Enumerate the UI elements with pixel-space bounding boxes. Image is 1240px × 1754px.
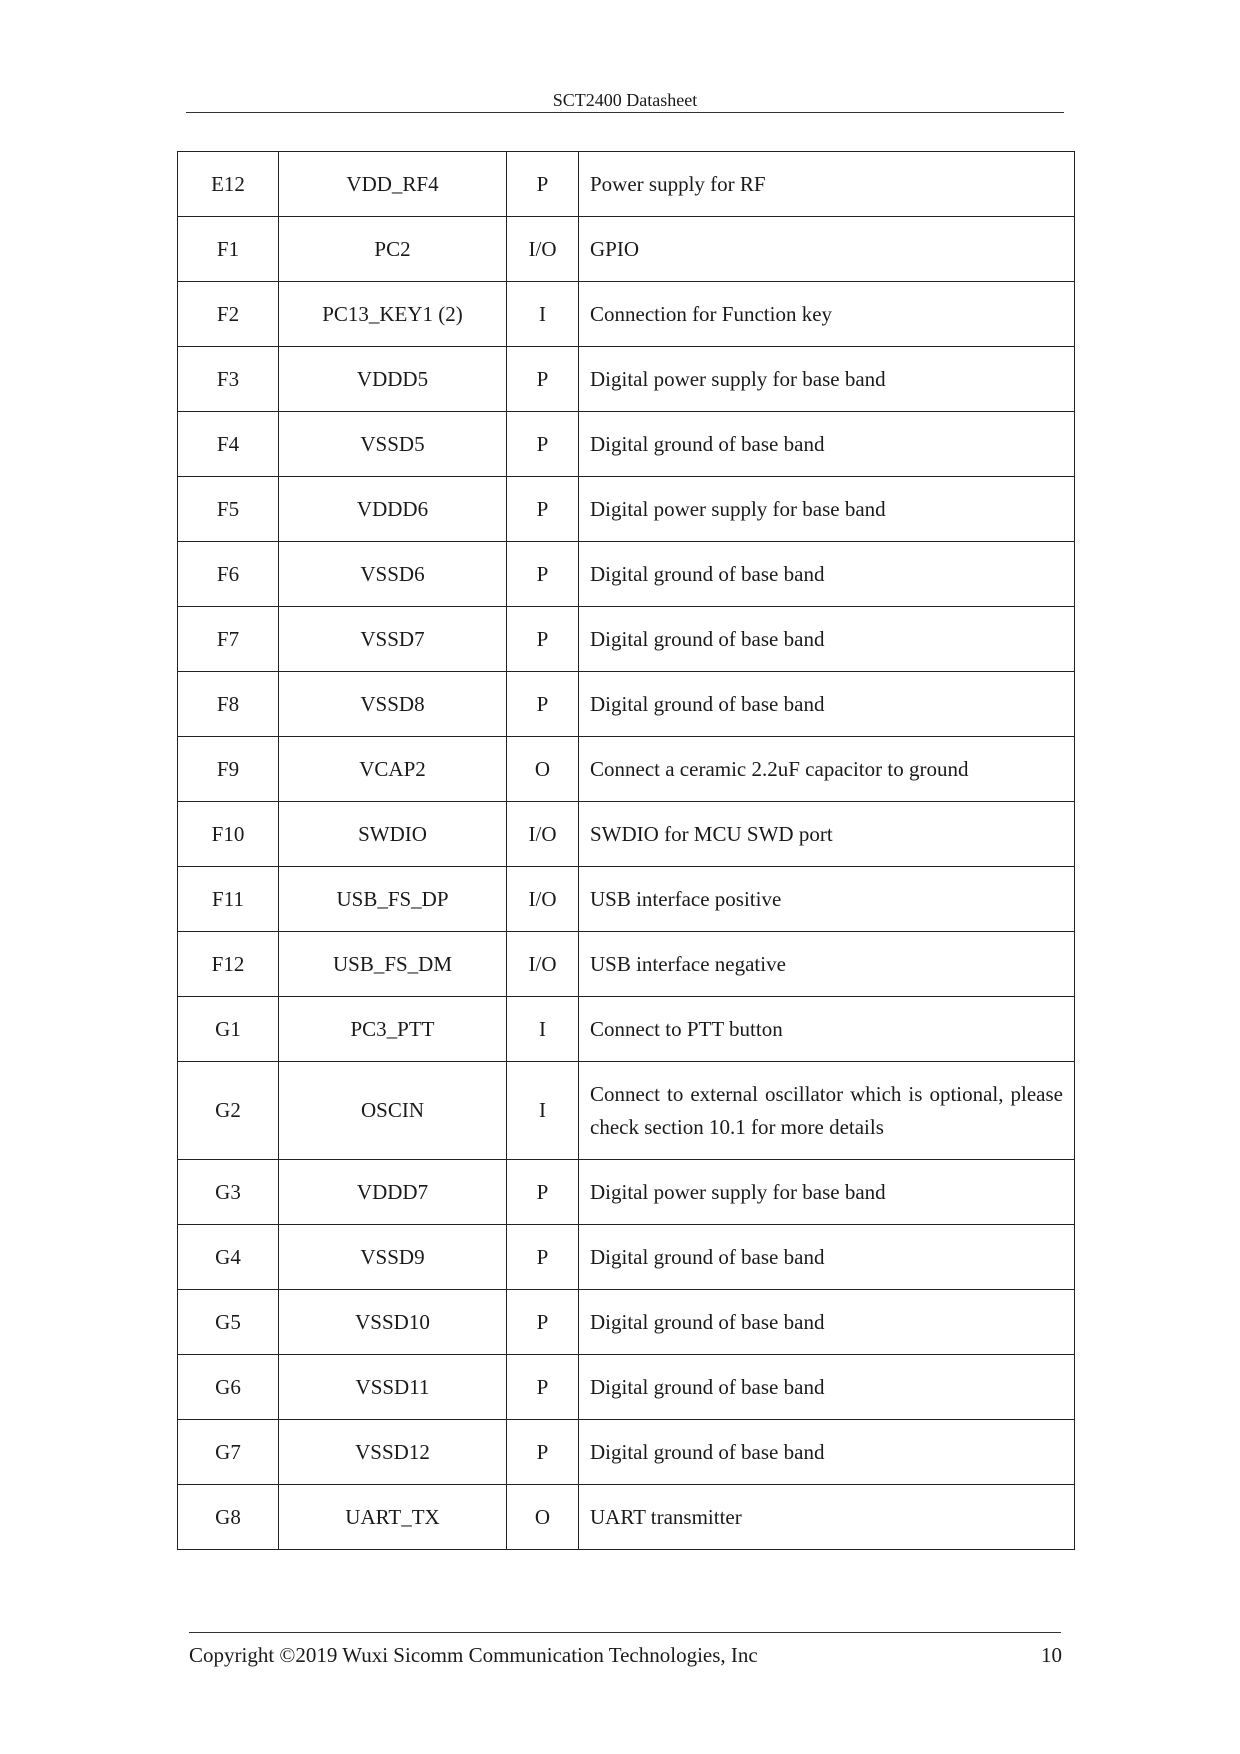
description-cell: Connect to PTT button: [579, 997, 1075, 1062]
pin-name-cell: VDDD6: [279, 477, 507, 542]
pin-type-cell: P: [507, 347, 579, 412]
pin-name-cell: SWDIO: [279, 802, 507, 867]
pin-description-table: [177, 151, 1075, 1550]
description-cell: Digital ground of base band: [579, 542, 1075, 607]
pin-name-cell: VDDD5: [279, 347, 507, 412]
table-row: [178, 1160, 1075, 1225]
table-row: [178, 1062, 1075, 1160]
pin-name-cell: VSSD5: [279, 412, 507, 477]
table-row: [178, 282, 1075, 347]
ball-cell: G8: [178, 1485, 279, 1550]
pin-type-cell: O: [507, 737, 579, 802]
ball-cell: G5: [178, 1290, 279, 1355]
pin-name-cell: OSCIN: [279, 1062, 507, 1160]
table-row: [178, 607, 1075, 672]
ball-cell: G6: [178, 1355, 279, 1420]
description-cell: USB interface positive: [579, 867, 1075, 932]
table-row: [178, 672, 1075, 737]
table-row: [178, 802, 1075, 867]
ball-cell: F5: [178, 477, 279, 542]
pin-name-cell: PC2: [279, 217, 507, 282]
pin-type-cell: I/O: [507, 217, 579, 282]
table-row: [178, 1225, 1075, 1290]
ball-cell: F8: [178, 672, 279, 737]
description-cell: Digital ground of base band: [579, 607, 1075, 672]
description-cell: Digital ground of base band: [579, 1355, 1075, 1420]
pin-name-cell: USB_FS_DP: [279, 867, 507, 932]
pin-name-cell: UART_TX: [279, 1485, 507, 1550]
ball-cell: G4: [178, 1225, 279, 1290]
ball-cell: E12: [178, 152, 279, 217]
ball-cell: F9: [178, 737, 279, 802]
table-row: [178, 347, 1075, 412]
pin-table-body: [178, 152, 1075, 1550]
page-number: 10: [1041, 1643, 1062, 1667]
ball-cell: F1: [178, 217, 279, 282]
description-cell: Digital ground of base band: [579, 412, 1075, 477]
description-cell: Digital ground of base band: [579, 1290, 1075, 1355]
table-row: [178, 997, 1075, 1062]
description-cell: Digital power supply for base band: [579, 477, 1075, 542]
description-cell: Connection for Function key: [579, 282, 1075, 347]
pin-name-cell: PC13_KEY1 (2): [279, 282, 507, 347]
description-cell: Connect to external oscillator which is optional, please check section 10.1 for more details: [579, 1062, 1075, 1160]
pin-name-cell: VSSD8: [279, 672, 507, 737]
ball-cell: G2: [178, 1062, 279, 1160]
pin-type-cell: P: [507, 542, 579, 607]
pin-type-cell: P: [507, 152, 579, 217]
pin-name-cell: VSSD10: [279, 1290, 507, 1355]
pin-name-cell: VDD_RF4: [279, 152, 507, 217]
table-row: [178, 867, 1075, 932]
ball-cell: F10: [178, 802, 279, 867]
pin-name-cell: VCAP2: [279, 737, 507, 802]
description-cell: Digital ground of base band: [579, 1420, 1075, 1485]
table-row: [178, 542, 1075, 607]
ball-cell: F6: [178, 542, 279, 607]
table-row: [178, 217, 1075, 282]
description-cell: Connect a ceramic 2.2uF capacitor to ground: [579, 737, 1075, 802]
page-header-title: SCT2400 Datasheet: [552, 90, 698, 110]
pin-type-cell: P: [507, 1225, 579, 1290]
ball-cell: G7: [178, 1420, 279, 1485]
pin-name-cell: VSSD12: [279, 1420, 507, 1485]
pin-type-cell: I/O: [507, 802, 579, 867]
pin-type-cell: P: [507, 1290, 579, 1355]
table-row: [178, 737, 1075, 802]
description-cell: Power supply for RF: [579, 152, 1075, 217]
ball-cell: G3: [178, 1160, 279, 1225]
pin-name-cell: VSSD7: [279, 607, 507, 672]
pin-type-cell: I: [507, 282, 579, 347]
pin-type-cell: P: [507, 672, 579, 737]
pin-type-cell: I/O: [507, 932, 579, 997]
description-cell: GPIO: [579, 217, 1075, 282]
pin-type-cell: O: [507, 1485, 579, 1550]
description-cell: Digital ground of base band: [579, 1225, 1075, 1290]
pin-type-cell: I: [507, 1062, 579, 1160]
pin-type-cell: P: [507, 1160, 579, 1225]
description-cell: USB interface negative: [579, 932, 1075, 997]
table-row: [178, 1290, 1075, 1355]
pin-type-cell: P: [507, 1355, 579, 1420]
pin-type-cell: P: [507, 412, 579, 477]
ball-cell: F7: [178, 607, 279, 672]
table-row: [178, 1485, 1075, 1550]
pin-name-cell: VDDD7: [279, 1160, 507, 1225]
description-cell: UART transmitter: [579, 1485, 1075, 1550]
table-row: [178, 1420, 1075, 1485]
header-divider: [186, 112, 1064, 113]
description-cell: Digital power supply for base band: [579, 1160, 1075, 1225]
ball-cell: G1: [178, 997, 279, 1062]
table-row: [178, 152, 1075, 217]
ball-cell: F3: [178, 347, 279, 412]
description-cell: Digital ground of base band: [579, 672, 1075, 737]
pin-type-cell: I/O: [507, 867, 579, 932]
pin-name-cell: VSSD9: [279, 1225, 507, 1290]
table-row: [178, 1355, 1075, 1420]
pin-name-cell: VSSD6: [279, 542, 507, 607]
ball-cell: F12: [178, 932, 279, 997]
pin-name-cell: USB_FS_DM: [279, 932, 507, 997]
table-row: [178, 932, 1075, 997]
ball-cell: F4: [178, 412, 279, 477]
footer-copyright: Copyright ©2019 Wuxi Sicomm Communication Technologies, Inc: [189, 1643, 758, 1667]
pin-name-cell: PC3_PTT: [279, 997, 507, 1062]
pin-type-cell: P: [507, 477, 579, 542]
ball-cell: F2: [178, 282, 279, 347]
ball-cell: F11: [178, 867, 279, 932]
pin-name-cell: VSSD11: [279, 1355, 507, 1420]
table-row: [178, 412, 1075, 477]
pin-type-cell: P: [507, 1420, 579, 1485]
pin-type-cell: I: [507, 997, 579, 1062]
footer-divider: [189, 1632, 1061, 1633]
pin-type-cell: P: [507, 607, 579, 672]
description-cell: Digital power supply for base band: [579, 347, 1075, 412]
description-cell: SWDIO for MCU SWD port: [579, 802, 1075, 867]
table-row: [178, 477, 1075, 542]
